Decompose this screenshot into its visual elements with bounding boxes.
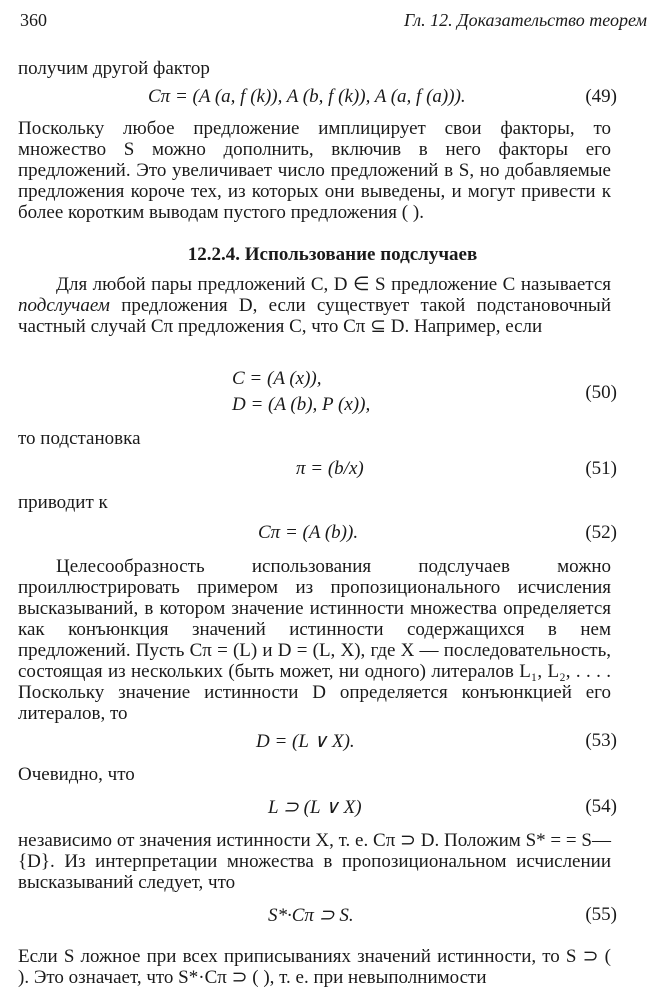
para2-text-b: предложения D, если существует такой подстановочный частный случай Cπ предложения C, что Cπ ⊆ D. Например, если xyxy=(18,295,611,337)
obviously-text: Очевидно, что xyxy=(18,764,135,785)
equation-50-line2: D = (A (b), P (x)), xyxy=(232,394,371,415)
equation-number-52: (52) xyxy=(585,522,617,543)
page-header xyxy=(0,8,665,34)
equation-number-50: (50) xyxy=(585,382,617,403)
equation-52: Cπ = (A (b)). xyxy=(258,522,359,543)
then-substitution-text: то подстановка xyxy=(18,428,141,449)
equation-50-line1: C = (A (x)), xyxy=(232,368,322,389)
para2-text-a: Для любой пары предложений C, D ∈ S предложение C называется xyxy=(56,274,611,295)
equation-49: Cπ = (A (a, f (k)), A (b, f (k)), A (a, f (a))). xyxy=(148,86,466,107)
paragraph-subcase-definition xyxy=(18,274,611,337)
paragraph-unsatisfiable: Если S ложное при всех приписываниях значений истинности, то S ⊃ ( ). Это означает, что S*·Cπ ⊃ ( ), т. е. при невыполнимости xyxy=(18,946,611,988)
section-title: 12.2.4. Использование подслучаев xyxy=(187,244,478,265)
running-title: Гл. 12. Доказательство теорем xyxy=(404,10,647,30)
equation-number-54: (54) xyxy=(585,796,617,817)
leads-to-text: приводит к xyxy=(18,492,108,513)
intro-line: получим другой фактор xyxy=(18,58,210,79)
page-number: 360 xyxy=(20,10,47,30)
equation-number-49: (49) xyxy=(585,86,617,107)
equation-54: L ⊃ (L ∨ X) xyxy=(268,797,362,818)
equation-53: D = (L ∨ X). xyxy=(256,731,355,752)
paragraph-factors: Поскольку любое предложение имплицирует свои факторы, то множество S можно дополнить, включив в него факторы его предложений. Это увеличивает число предложений в S, но добавляемые предложения короче тех, из которых они выведены, и могут привести к более коротким выводам пустого предложения ( ). xyxy=(18,118,611,223)
equation-number-51: (51) xyxy=(585,458,617,479)
term-subcase: подслучаем xyxy=(18,295,110,316)
equation-number-55: (55) xyxy=(585,904,617,925)
paragraph-propositional-example: Целесообразность использования подслучаев можно проиллюстрировать примером из пропозиционального исчисления высказываний, в котором значение истинности множества определяется как конъюнкция значений истинности содержащихся в нем предложений. Пусть Cπ = (L) и D = (L, X), где X — последовательность, состоящая из нескольких (быть может, ни одного) литералов L₁, L₂, . . . . Поскольку значение истинности D определяется конъюнкцией его литералов, то xyxy=(18,556,611,724)
paragraph-independent: независимо от значения истинности X, т. е. Cπ ⊃ D. Положим S* = = S—{D}. Из интерпретации множества в пропозициональном исчислении высказываний следует, что xyxy=(18,830,611,893)
equation-number-53: (53) xyxy=(585,730,617,751)
equation-51: π = (b/x) xyxy=(296,458,364,479)
equation-55: S*·Cπ ⊃ S. xyxy=(268,905,354,926)
